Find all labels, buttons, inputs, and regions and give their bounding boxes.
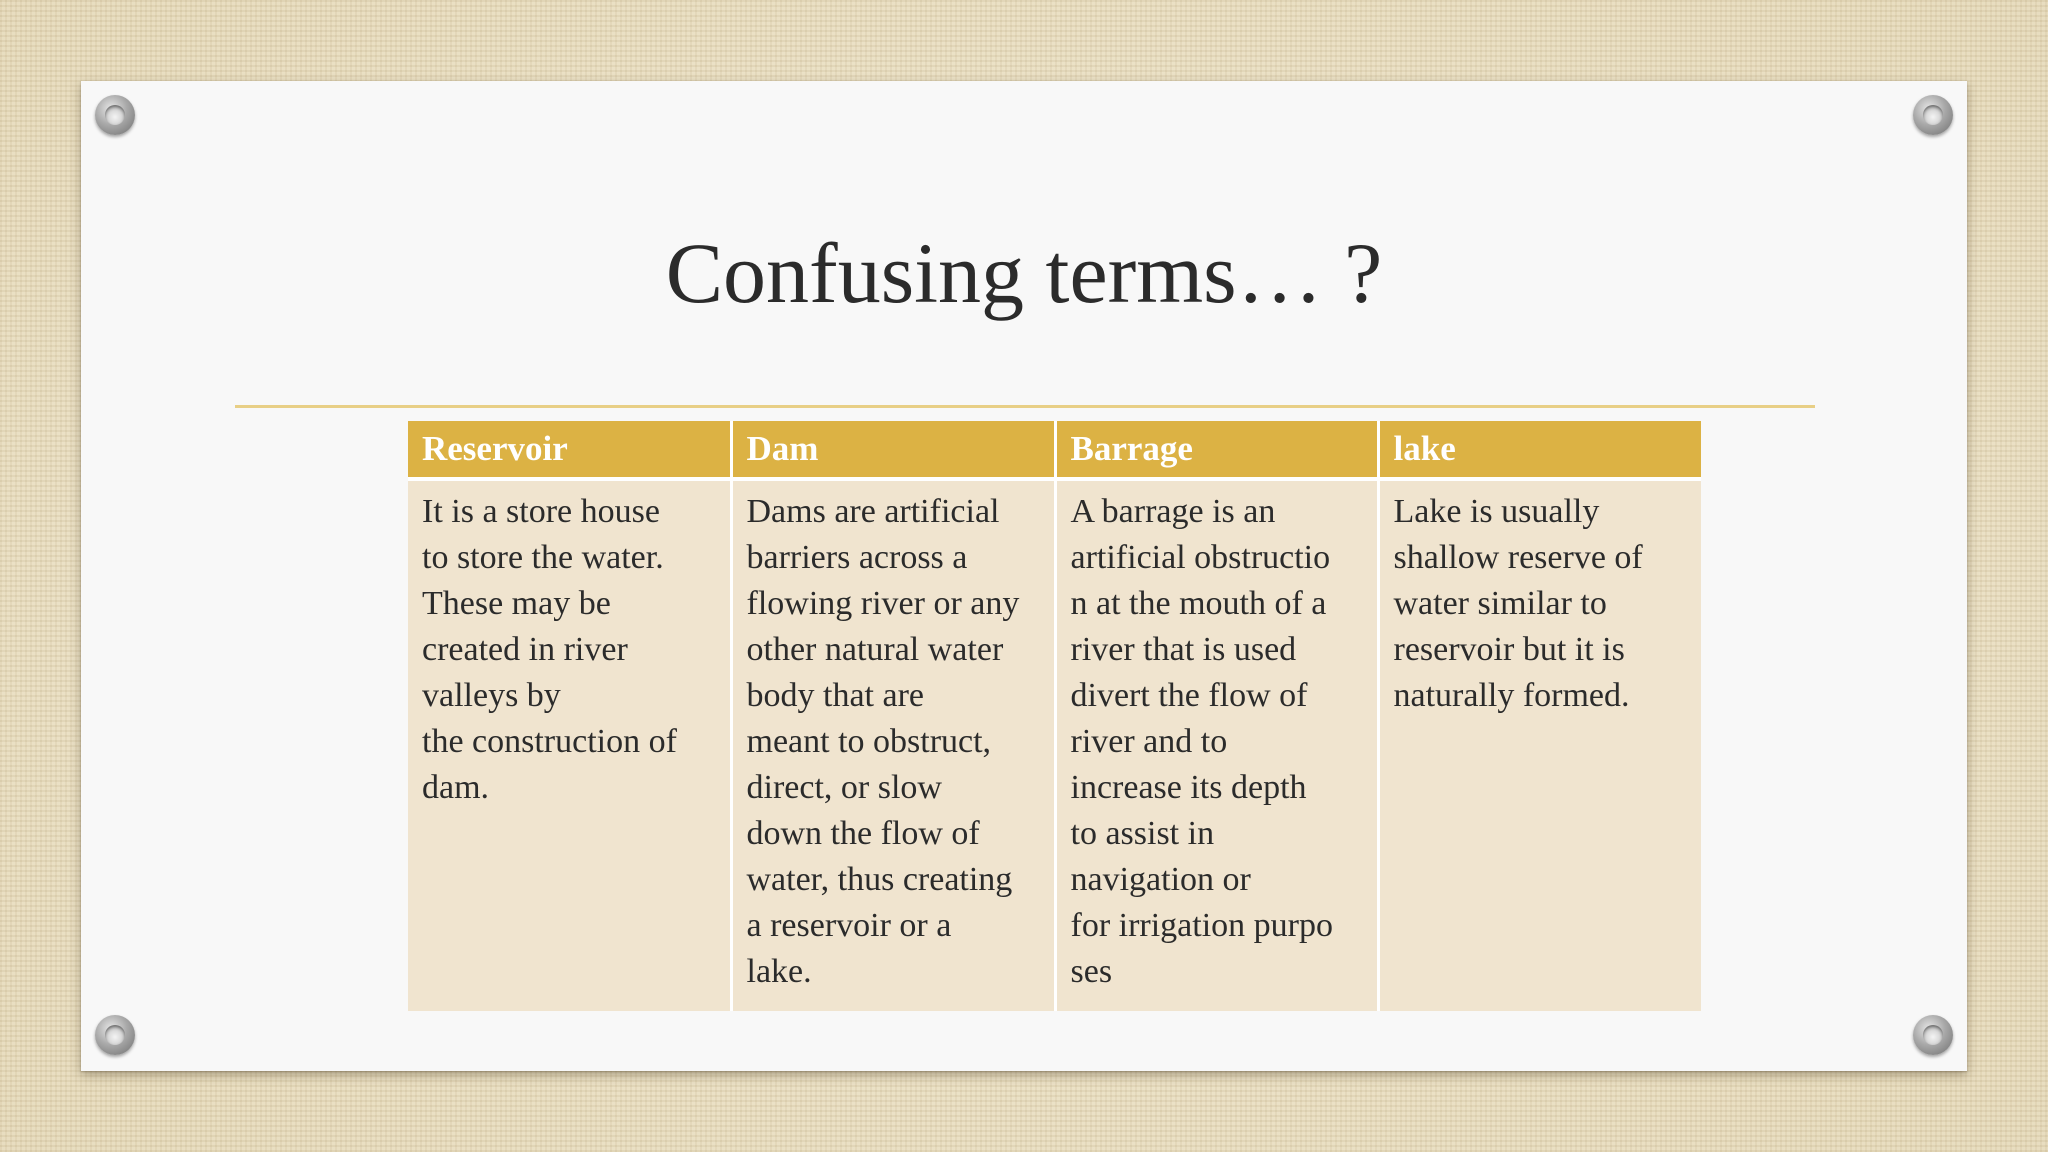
cell-dam <box>731 479 1055 1011</box>
slide-title: Confusing terms… ? <box>665 225 1383 321</box>
cell-dam-text: Dams are artificial barriers across a flowing river or any other natural water body that are meant to obstruct, direct, or slow down the flow of water, thus creating a reservoir or a lake. <box>746 493 1020 990</box>
terms-table <box>408 421 1701 1011</box>
cell-lake <box>1378 479 1701 1011</box>
grommet-top-left <box>95 95 135 135</box>
header-dam: Dam <box>731 421 1055 479</box>
table-row <box>408 479 1701 1011</box>
grommet-bottom-right <box>1913 1015 1953 1055</box>
cell-lake-text: Lake is usually shallow reserve of water similar to reservoir but it is naturally formed. <box>1393 493 1643 714</box>
table-header-row <box>408 421 1701 479</box>
header-lake: lake <box>1378 421 1701 479</box>
header-reservoir: Reservoir <box>408 421 731 479</box>
grommet-top-right <box>1913 95 1953 135</box>
cell-reservoir-text: It is a store house to store the water. These may be created in river valleys by the construction of dam. <box>422 493 677 806</box>
title-divider <box>235 405 1815 408</box>
cell-reservoir <box>408 479 731 1011</box>
cell-barrage <box>1055 479 1378 1011</box>
cell-barrage-text: A barrage is an artificial obstructio n at the mouth of a river that is used divert the flow of river and to increase its depth to assist in navigation or for irrigation purpo ses <box>1070 493 1333 990</box>
header-barrage: Barrage <box>1055 421 1378 479</box>
slide-card <box>81 81 1967 1071</box>
grommet-bottom-left <box>95 1015 135 1055</box>
